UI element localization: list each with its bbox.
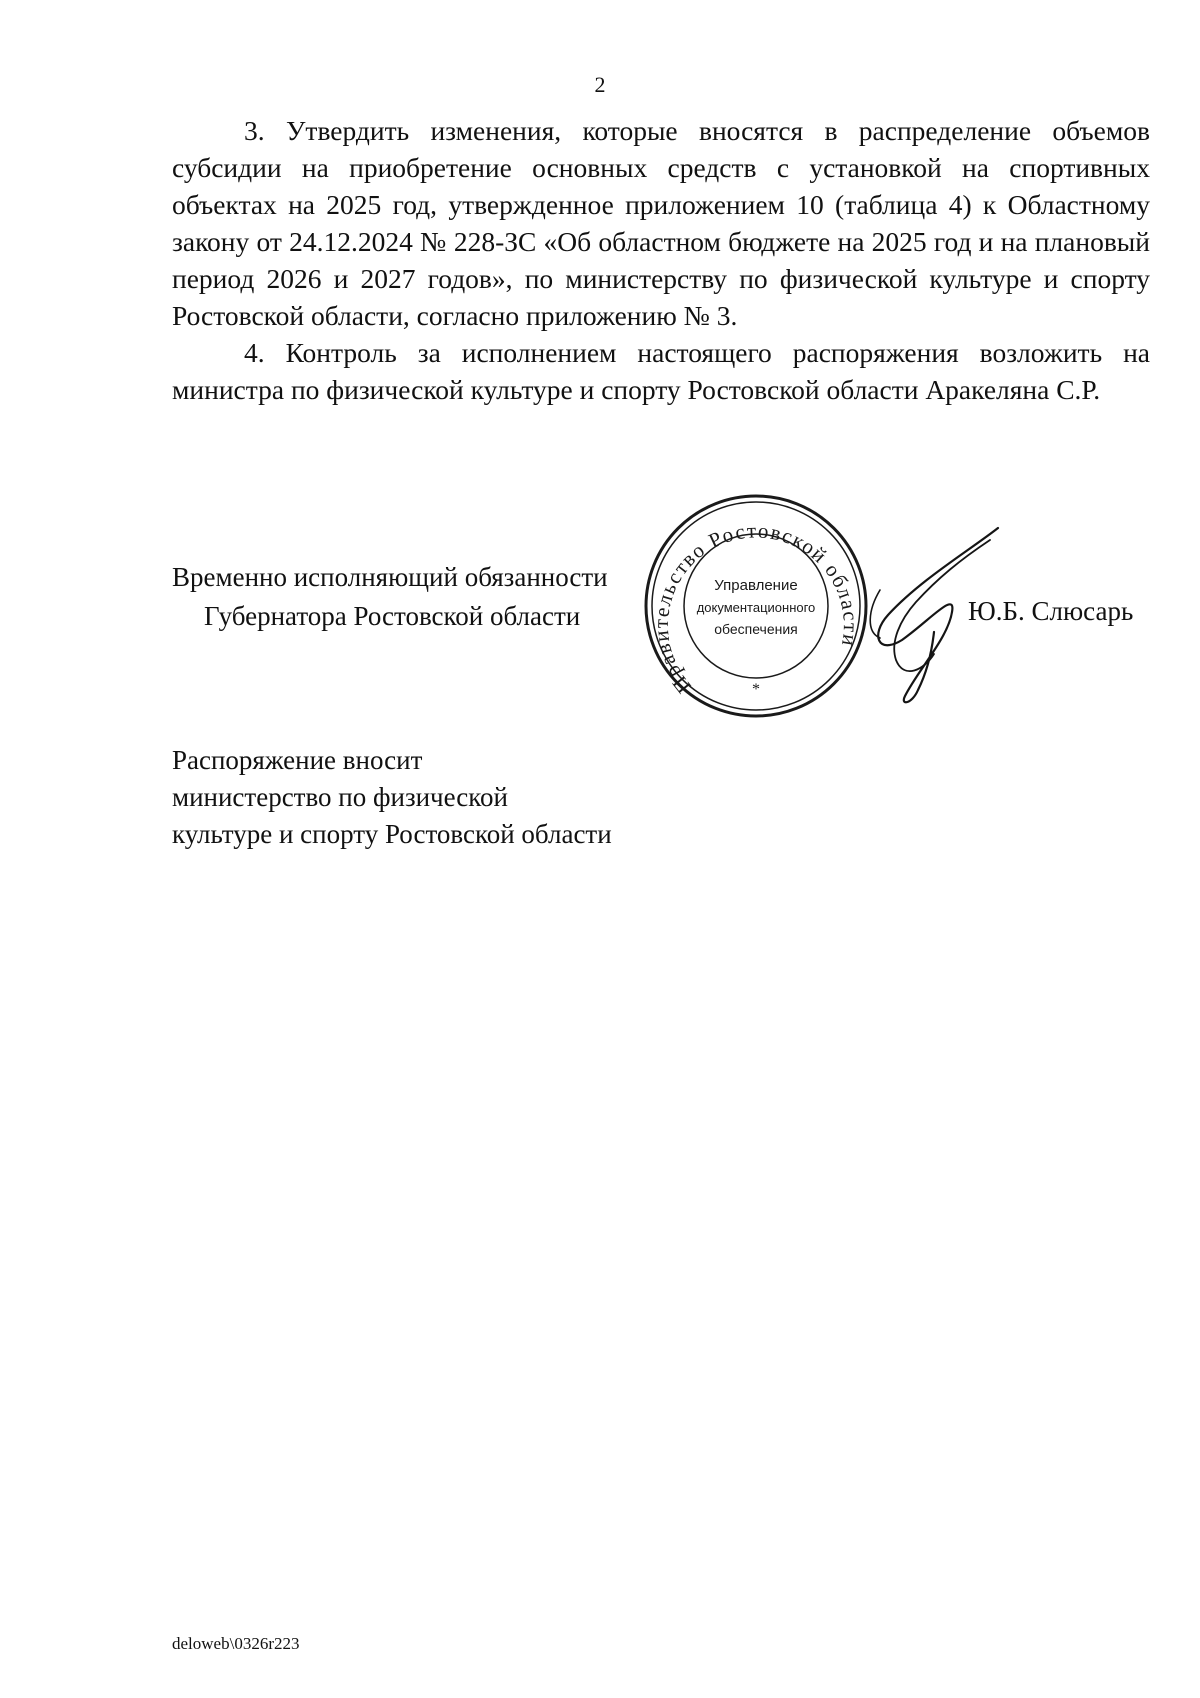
stamp-center-line2: документационного	[696, 600, 816, 615]
submitted-by-line3: культуре и спорту Ростовской области	[172, 819, 612, 849]
stamp-center-line3: обеспечения	[714, 621, 798, 637]
signer-position-line2: Губернатора Ростовской области	[204, 601, 581, 631]
stamp-center-line1: Управление	[714, 577, 798, 594]
page-number: 2	[594, 72, 606, 97]
paragraph-4: 4. Контроль за исполнением настоящего распоряжения возложить на министра по физической культуре и спорту Ростовской области Аракеляна С.Р.	[172, 337, 1150, 405]
submitted-by-line1: Распоряжение вносит	[172, 745, 423, 775]
signer-position	[172, 558, 608, 636]
paragraph-3: 3. Утвердить изменения, которые вносятся в распределение объемов субсидии на приобретение основных средств с установкой на спортивных объектах на 2025 год, утвержденное приложением 10 (таблица 4) к Областному закону от 24.12.2024 № 228-ЗС «Об областном бюджете на 2025 год и на плановый период 2026 и 2027 годов», по министерству по физической культуре и спорту Ростовской области, согласно приложению № 3.	[172, 115, 1150, 331]
document-body	[172, 112, 1150, 408]
footer-document-code: deloweb\0326r223	[172, 1634, 300, 1653]
signer-position-line1: Временно исполняющий обязанности	[172, 562, 608, 592]
submitted-by-line2: министерство по физической	[172, 782, 508, 812]
stamp-star: *	[752, 681, 760, 698]
submitted-by-block	[172, 742, 612, 853]
stamp-ring-text: Правительство Ростовской области	[648, 518, 864, 699]
signer-name: Ю.Б. Слюсарь	[968, 596, 1134, 626]
official-stamp	[640, 490, 872, 722]
